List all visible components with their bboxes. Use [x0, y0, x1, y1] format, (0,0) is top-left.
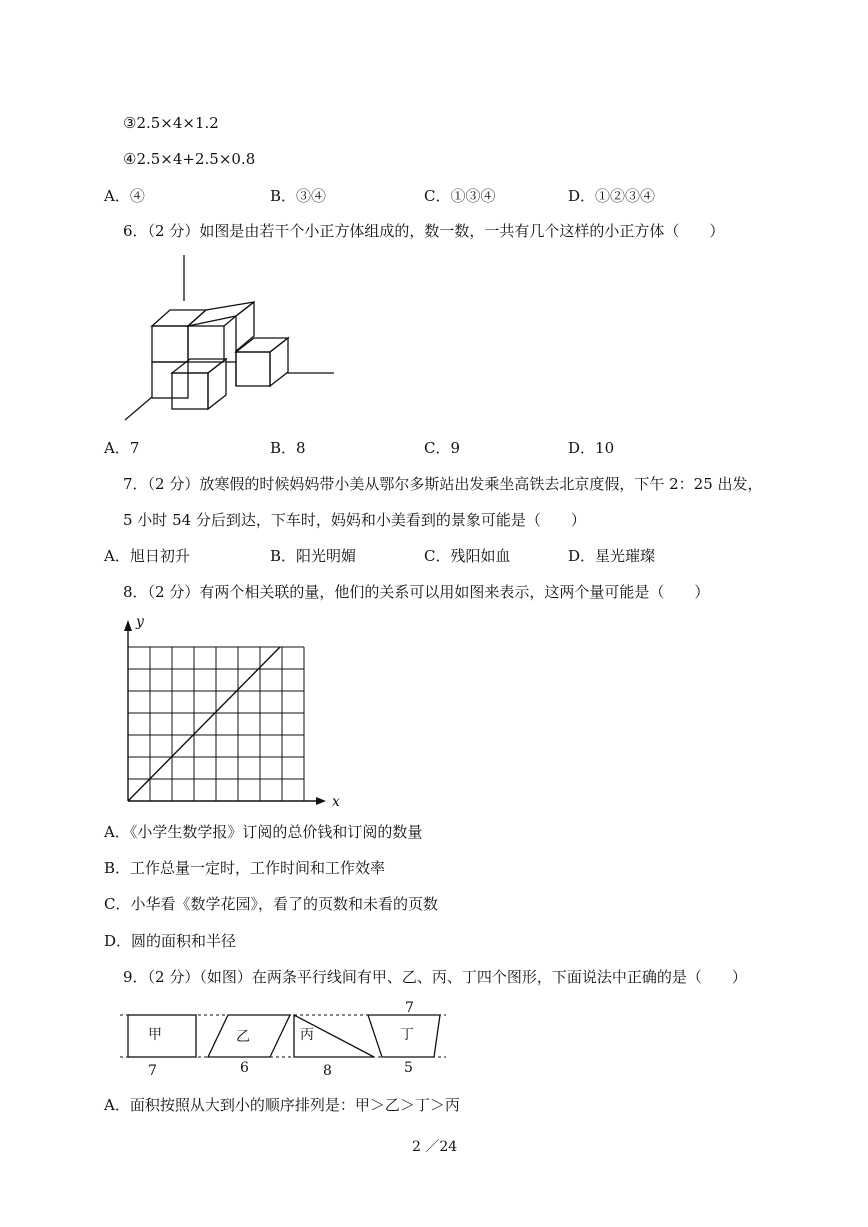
q5-option-b: B．③④ [270, 187, 327, 205]
figure-jia-base: 7 [148, 1063, 157, 1079]
y-axis-arrow [124, 620, 132, 631]
q6-stem: 6．（2 分）如图是由若干个小正方体组成的，数一数，一共有几个这样的小正方体（ ） [123, 222, 725, 240]
figure-yi-base: 6 [240, 1060, 249, 1076]
q6-option-b: B．8 [270, 439, 306, 457]
figure-bing-label: 丙 [300, 1027, 314, 1043]
q8-option-b: B．工作总量一定时，工作时间和工作效率 [104, 859, 386, 877]
x-axis-label: x [332, 794, 340, 810]
q7-option-c: C．残阳如血 [424, 547, 511, 565]
q8-option-a: A．《小学生数学报》订阅的总价钱和订阅的数量 [104, 823, 423, 841]
q8-stem: 8．（2 分）有两个相关联的量，他们的关系可以用如图来表示，这两个量可能是（ ） [123, 583, 710, 601]
q5-item-3: ③2.5×4×1.2 [123, 114, 219, 132]
figure-jia-label: 甲 [148, 1027, 162, 1043]
page-number: 2 ／24 [412, 1139, 458, 1155]
q9-option-a: A．面积按照从大到小的顺序排列是：甲＞乙＞丁＞丙 [104, 1096, 460, 1114]
q7-stem-line2: 5 小时 54 分后到达，下车时，妈妈和小美看到的景象可能是（ ） [123, 511, 586, 529]
q9-stem: 9．（2 分）（如图）在两条平行线间有甲、乙、丙、丁四个图形，下面说法中正确的是（ ） [123, 968, 747, 986]
q8-option-c: C．小华看《数学花园》，看了的页数和未看的页数 [104, 895, 438, 913]
q6-option-a: A．7 [104, 439, 140, 457]
q5-option-a: A．④ [104, 187, 145, 205]
q6-option-d: D．10 [568, 439, 615, 457]
q7-stem-line1: 7．（2 分）放寒假的时候妈妈带小美从鄂尔多斯站出发乘坐高铁去北京度假，下午 2：25 出发， [123, 475, 763, 493]
q5-option-d: D．①②③④ [568, 187, 656, 205]
q5-option-c: C．①③④ [424, 187, 496, 205]
figure-ding-base: 5 [404, 1060, 413, 1076]
figure-ding-label: 丁 [400, 1027, 414, 1043]
figure-bing-base: 8 [323, 1063, 332, 1079]
q7-option-b: B．阳光明媚 [270, 547, 357, 565]
figure-ding-top: 7 [405, 1000, 414, 1016]
proportion-line [128, 647, 280, 801]
q7-option-d: D．星光璀璨 [568, 547, 656, 565]
q6-option-c: C．9 [424, 439, 461, 457]
x-axis-arrow [316, 797, 326, 805]
q5-item-4: ④2.5×4+2.5×0.8 [123, 150, 256, 168]
y-axis-label: y [136, 614, 144, 630]
figure-yi-label: 乙 [236, 1029, 250, 1045]
q7-option-a: A．旭日初升 [104, 547, 190, 565]
q8-option-d: D．圆的面积和半径 [104, 932, 237, 950]
